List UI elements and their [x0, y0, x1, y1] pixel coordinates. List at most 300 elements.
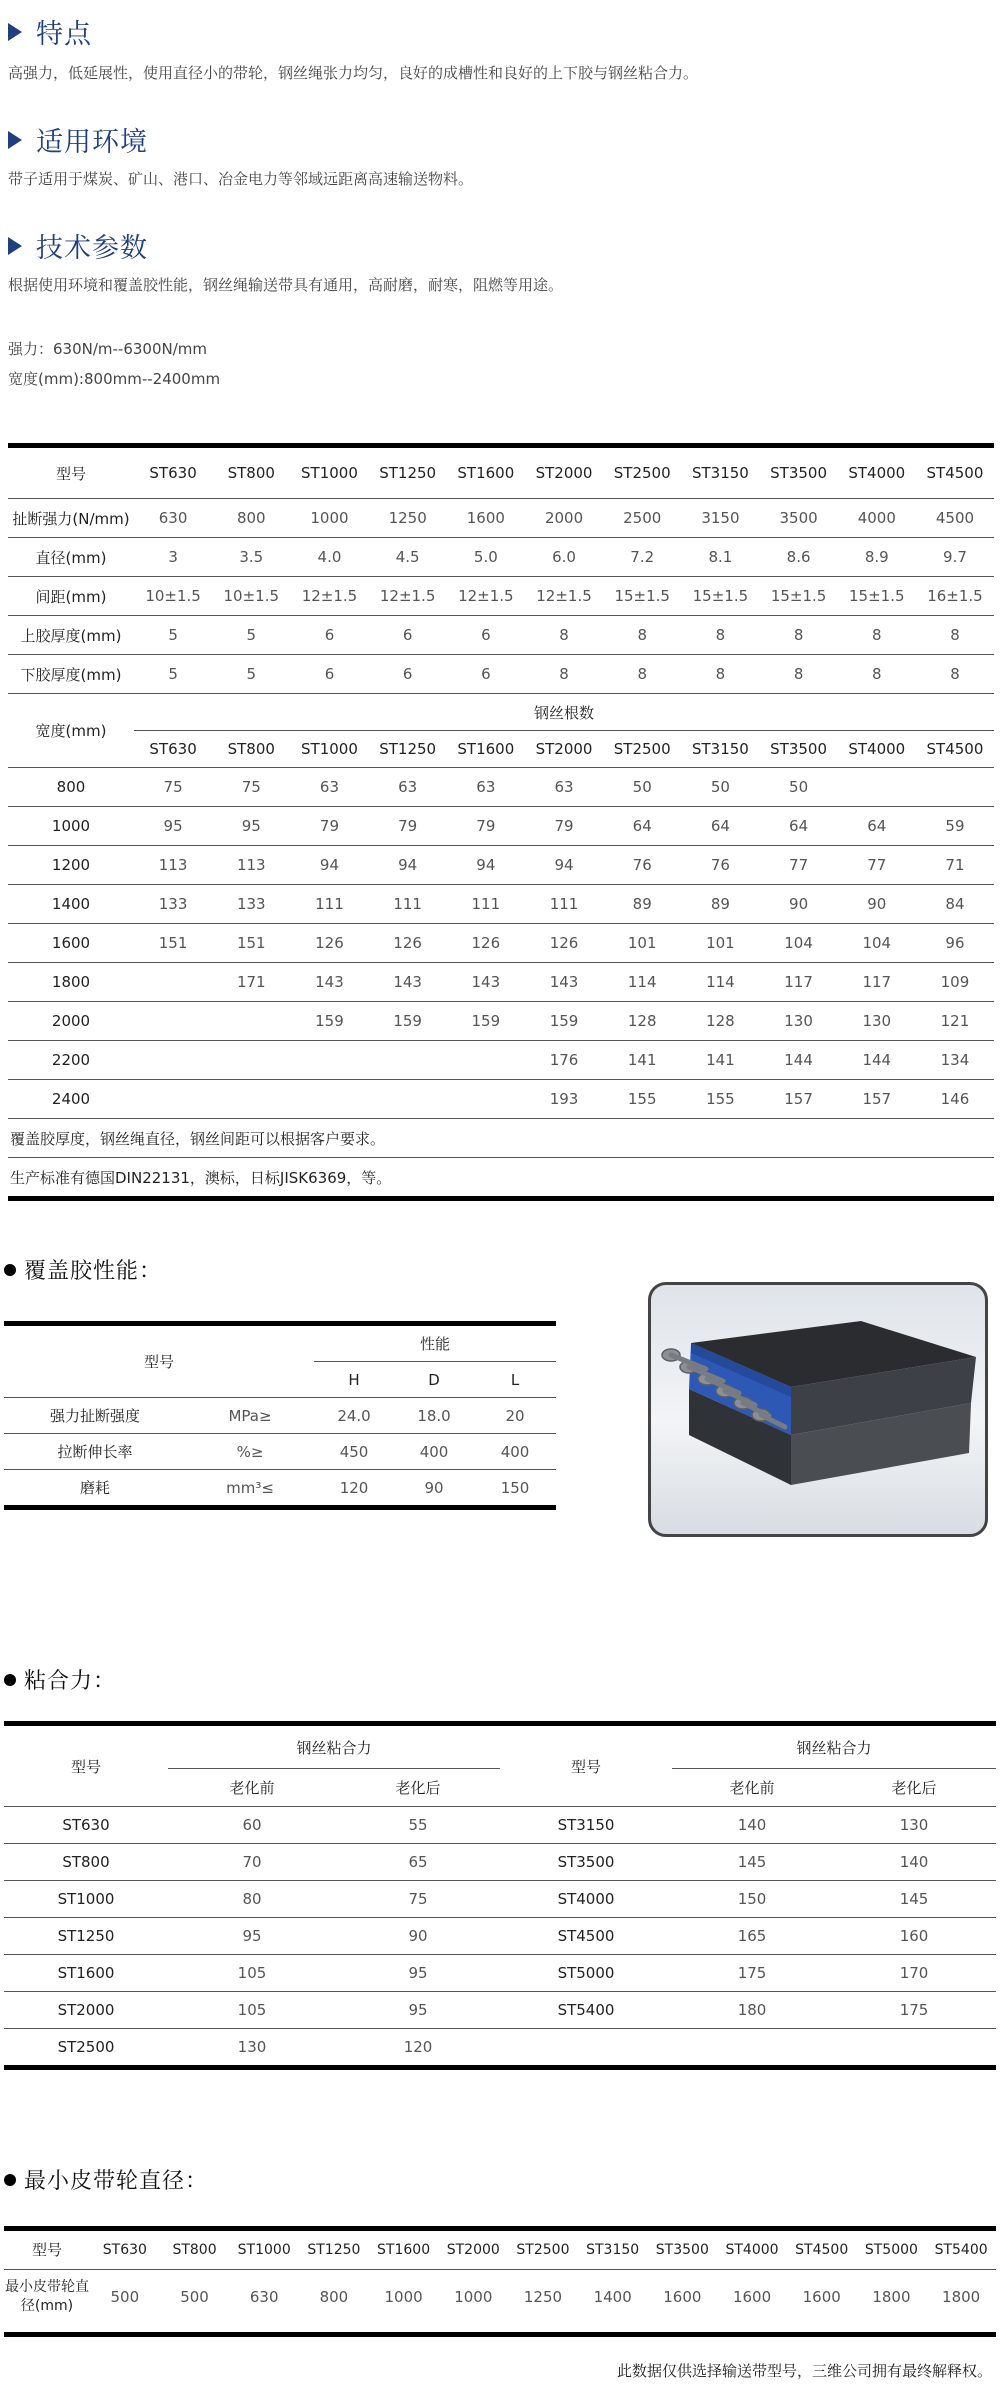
table-row	[8, 577, 994, 616]
value-cell: 120	[314, 1470, 394, 1508]
model-name: ST800	[212, 446, 290, 499]
value-cell: 180	[672, 1992, 832, 2029]
value-cell: 4500	[916, 499, 994, 538]
value-cell: 55	[336, 1807, 500, 1844]
value-cell: 12±1.5	[525, 577, 603, 616]
table-row	[8, 963, 994, 1002]
value-cell: 8.6	[760, 538, 838, 577]
model-name: ST4500	[916, 731, 994, 768]
value-cell: 159	[290, 1002, 368, 1041]
value-cell: 8.9	[838, 538, 916, 577]
value-cell: 101	[681, 924, 759, 963]
value-cell: 50	[760, 768, 838, 807]
value-cell: 113	[212, 846, 290, 885]
table-row	[8, 1080, 994, 1119]
model-name: ST3150	[500, 1807, 672, 1844]
grade-d: D	[394, 1362, 474, 1398]
model-name: ST2500	[603, 731, 681, 768]
table-row	[4, 1918, 996, 1955]
value-cell: 193	[525, 1080, 603, 1119]
value-cell: 121	[916, 1002, 994, 1041]
value-cell: 75	[134, 768, 212, 807]
value-cell	[134, 1002, 212, 1041]
value-cell: 6	[369, 655, 447, 694]
value-cell: 143	[290, 963, 368, 1002]
value-cell: 8.1	[681, 538, 759, 577]
before-aging-header: 老化前	[672, 1769, 832, 1807]
value-cell: 8	[916, 616, 994, 655]
value-cell: 6.0	[525, 538, 603, 577]
features-text: 高强力，低延展性，使用直径小的带轮，钢丝绳张力均匀，良好的成槽性和良好的上下胶与钢丝粘合力。	[8, 64, 699, 82]
value-cell: 150	[474, 1470, 556, 1508]
value-cell: 159	[525, 1002, 603, 1041]
model-name: ST800	[212, 731, 290, 768]
value-cell: 84	[916, 885, 994, 924]
value-cell	[290, 1080, 368, 1119]
value-cell	[134, 963, 212, 1002]
table-row	[8, 1002, 994, 1041]
value-cell: 111	[369, 885, 447, 924]
value-cell: 15±1.5	[681, 577, 759, 616]
value-cell: 59	[916, 807, 994, 846]
adhesion-title: 粘合力：	[24, 1669, 117, 1694]
value-cell: 1000	[384, 2288, 423, 2307]
value-cell: 130	[760, 1002, 838, 1041]
width-value: 2200	[8, 1041, 134, 1080]
value-cell: 155	[681, 1080, 759, 1119]
value-cell: 90	[838, 885, 916, 924]
value-cell	[832, 2029, 996, 2068]
model-name: ST3150	[681, 731, 759, 768]
value-cell: 120	[336, 2029, 500, 2068]
model-name: ST5000	[500, 1955, 672, 1992]
value-cell: 4.0	[290, 538, 368, 577]
bullet-dot-icon	[4, 1674, 16, 1686]
model-name: ST1000	[290, 446, 368, 499]
value-cell: 113	[134, 846, 212, 885]
value-cell: 8	[525, 616, 603, 655]
value-cell: 7.2	[603, 538, 681, 577]
value-cell	[290, 1041, 368, 1080]
value-cell: 8	[760, 655, 838, 694]
width-value: 1200	[8, 846, 134, 885]
value-cell: 12±1.5	[447, 577, 525, 616]
value-cell: 94	[525, 846, 603, 885]
table-row	[4, 1434, 556, 1470]
value-cell: 126	[447, 924, 525, 963]
value-cell: 1250	[369, 499, 447, 538]
width-value: 1000	[8, 807, 134, 846]
table-row	[8, 616, 994, 655]
model-name: ST3500	[760, 731, 838, 768]
value-cell: 157	[838, 1080, 916, 1119]
model-name: ST2000	[438, 2231, 508, 2269]
value-cell: 15±1.5	[760, 577, 838, 616]
model-name: ST4000	[717, 2231, 787, 2269]
adhesion-group-header: 钢丝粘合力	[672, 1726, 996, 1769]
bullet-dot-icon	[4, 1264, 16, 1276]
environment-text: 带子适用于煤炭、矿山、港口、冶金电力等邻域远距离高速输送物料。	[8, 170, 474, 188]
value-cell: 111	[290, 885, 368, 924]
value-cell: 77	[760, 846, 838, 885]
value-cell: 114	[603, 963, 681, 1002]
value-cell: 3500	[760, 499, 838, 538]
table-row	[4, 1398, 556, 1434]
value-cell: 1600	[802, 2288, 841, 2307]
table-row	[4, 1844, 996, 1881]
value-cell: 20	[474, 1398, 556, 1434]
value-cell: 5	[212, 616, 290, 655]
property-name: 拉断伸长率	[4, 1434, 186, 1470]
value-cell: 79	[290, 807, 368, 846]
value-cell: 630	[249, 2288, 279, 2307]
params-text: 根据使用环境和覆盖胶性能，钢丝绳输送带具有通用，高耐磨，耐寒，阻燃等用途。	[8, 276, 564, 294]
value-cell: 128	[603, 1002, 681, 1041]
model-name: ST4500	[787, 2231, 857, 2269]
value-cell: 109	[916, 963, 994, 1002]
value-cell: 8	[525, 655, 603, 694]
table-row	[4, 2269, 996, 2325]
grade-h: H	[314, 1362, 394, 1398]
model-name: ST800	[160, 2231, 230, 2269]
value-cell: 79	[447, 807, 525, 846]
table-row	[8, 768, 994, 807]
value-cell: 800	[319, 2288, 349, 2307]
table-row	[8, 499, 994, 538]
value-cell	[212, 1041, 290, 1080]
value-cell: 159	[447, 1002, 525, 1041]
value-cell: 64	[603, 807, 681, 846]
value-cell	[134, 1080, 212, 1119]
value-cell	[672, 2029, 832, 2068]
table-header-row	[8, 446, 994, 499]
value-cell: 76	[681, 846, 759, 885]
model-name: ST630	[4, 1807, 168, 1844]
value-cell: 151	[134, 924, 212, 963]
value-cell: 1250	[523, 2288, 563, 2307]
table-header-row	[8, 731, 994, 768]
value-cell: 6	[290, 616, 368, 655]
params-heading	[8, 226, 148, 265]
model-name: ST4500	[500, 1918, 672, 1955]
value-cell: 1400	[593, 2288, 632, 2307]
model-name: ST3150	[578, 2231, 648, 2269]
property-name: 磨耗	[4, 1470, 186, 1508]
value-cell: 15±1.5	[603, 577, 681, 616]
table-row	[8, 924, 994, 963]
model-name: ST5400	[500, 1992, 672, 2029]
table-row	[4, 1992, 996, 2029]
value-cell	[212, 1002, 290, 1041]
model-name: ST5400	[926, 2231, 996, 2269]
value-cell: 143	[525, 963, 603, 1002]
value-cell: 3.5	[212, 538, 290, 577]
value-cell: 6	[447, 655, 525, 694]
value-cell: 133	[134, 885, 212, 924]
value-cell: 145	[832, 1881, 996, 1918]
value-cell: 111	[525, 885, 603, 924]
model-name: ST1000	[290, 731, 368, 768]
model-name: ST1250	[369, 446, 447, 499]
value-cell: 140	[832, 1844, 996, 1881]
value-cell: 126	[290, 924, 368, 963]
value-cell: 1600	[732, 2288, 772, 2307]
value-cell: 150	[672, 1881, 832, 1918]
value-cell: 170	[832, 1955, 996, 1992]
before-aging-header: 老化前	[168, 1769, 336, 1807]
value-cell: 155	[603, 1080, 681, 1119]
value-cell: 144	[760, 1041, 838, 1080]
cover-perf-header: 性能	[314, 1326, 556, 1362]
value-cell	[134, 1041, 212, 1080]
value-cell: 24.0	[314, 1398, 394, 1434]
width-value: 1400	[8, 885, 134, 924]
model-name: ST630	[90, 2231, 160, 2269]
table-row	[8, 1041, 994, 1080]
model-header: 型号	[500, 1726, 672, 1807]
value-cell: 1600	[447, 499, 525, 538]
model-name: ST5000	[857, 2231, 927, 2269]
environment-title: 适用环境	[36, 127, 148, 158]
note-row	[8, 1158, 994, 1199]
value-cell: 630	[134, 499, 212, 538]
footer-disclaimer: 此数据仅供选择输送带型号，三维公司拥有最终解释权。	[616, 2362, 992, 2380]
value-cell: 79	[525, 807, 603, 846]
value-cell: 105	[168, 1955, 336, 1992]
value-cell: 94	[290, 846, 368, 885]
value-cell: 126	[525, 924, 603, 963]
strength-range: 强力：630N/m--6300N/mm	[8, 340, 208, 358]
value-cell: 6	[447, 616, 525, 655]
value-cell: 5	[134, 655, 212, 694]
table-header-row	[8, 694, 994, 731]
belt-illustration-svg	[651, 1285, 985, 1534]
model-name: ST2000	[525, 731, 603, 768]
value-cell: 96	[916, 924, 994, 963]
bullet-dot-icon	[4, 2174, 16, 2186]
value-cell: 128	[681, 1002, 759, 1041]
model-header: 型号	[8, 446, 134, 499]
value-cell: 2000	[525, 499, 603, 538]
value-cell: 64	[760, 807, 838, 846]
width-value: 1800	[8, 963, 134, 1002]
table-row	[8, 807, 994, 846]
property-name: 强力扯断强度	[4, 1398, 186, 1434]
value-cell: 5	[212, 655, 290, 694]
value-cell: 75	[212, 768, 290, 807]
value-cell	[447, 1080, 525, 1119]
value-cell: 1800	[942, 2288, 981, 2307]
value-cell	[369, 1080, 447, 1119]
value-cell: 133	[212, 885, 290, 924]
value-cell: 63	[447, 768, 525, 807]
model-name: ST1600	[4, 1955, 168, 1992]
value-cell: 10±1.5	[212, 577, 290, 616]
value-cell: 15±1.5	[838, 577, 916, 616]
pulley-title: 最小皮带轮直径：	[24, 2169, 209, 2194]
value-cell: 800	[212, 499, 290, 538]
model-name: ST1600	[447, 446, 525, 499]
cover-title: 覆盖胶性能：	[24, 1259, 163, 1284]
value-cell: 176	[525, 1041, 603, 1080]
value-cell: 141	[681, 1041, 759, 1080]
environment-heading	[8, 120, 148, 159]
width-value: 800	[8, 768, 134, 807]
width-header: 宽度(mm)	[8, 694, 134, 768]
model-name: ST1250	[369, 731, 447, 768]
value-cell: 175	[672, 1955, 832, 1992]
value-cell: 2500	[603, 499, 681, 538]
value-cell: 77	[838, 846, 916, 885]
value-cell: 63	[525, 768, 603, 807]
model-name: ST4500	[916, 446, 994, 499]
value-cell: 64	[681, 807, 759, 846]
value-cell: 160	[832, 1918, 996, 1955]
row-label: 直径(mm)	[8, 538, 134, 577]
table-row	[4, 1881, 996, 1918]
value-cell: 90	[336, 1918, 500, 1955]
value-cell: 143	[447, 963, 525, 1002]
value-cell: 10±1.5	[134, 577, 212, 616]
value-cell: 6	[290, 655, 368, 694]
value-cell: 117	[760, 963, 838, 1002]
value-cell: 130	[838, 1002, 916, 1041]
value-cell: 130	[832, 1807, 996, 1844]
cover-heading	[4, 1254, 162, 1285]
model-header: 型号	[4, 1726, 168, 1807]
params-title: 技术参数	[36, 233, 148, 264]
pulley-bottom-rule	[4, 2332, 996, 2337]
value-cell: 3150	[681, 499, 759, 538]
value-cell: 8	[760, 616, 838, 655]
property-unit: MPa≥	[186, 1398, 314, 1434]
value-cell: 4000	[838, 499, 916, 538]
value-cell: 5	[134, 616, 212, 655]
value-cell: 145	[672, 1844, 832, 1881]
value-cell: 80	[168, 1881, 336, 1918]
model-name: ST3150	[681, 446, 759, 499]
table-row	[8, 538, 994, 577]
value-cell: 134	[916, 1041, 994, 1080]
value-cell: 165	[672, 1918, 832, 1955]
cover-property-table	[4, 1326, 556, 1510]
value-cell: 400	[474, 1434, 556, 1470]
row-label: 扯断强力(N/mm)	[8, 499, 134, 538]
value-cell	[916, 768, 994, 807]
table-row	[4, 1807, 996, 1844]
value-cell: 79	[369, 807, 447, 846]
model-name: ST630	[134, 731, 212, 768]
model-name: ST3500	[500, 1844, 672, 1881]
adhesion-heading	[4, 1664, 116, 1695]
model-name: ST2000	[525, 446, 603, 499]
triangle-bullet-icon	[8, 237, 22, 255]
model-name: ST4000	[838, 731, 916, 768]
value-cell: 144	[838, 1041, 916, 1080]
after-aging-header: 老化后	[336, 1769, 500, 1807]
note-row	[8, 1119, 994, 1158]
value-cell: 130	[168, 2029, 336, 2068]
value-cell: 105	[168, 1992, 336, 2029]
value-cell: 500	[180, 2288, 209, 2307]
value-cell: 8	[681, 616, 759, 655]
table-row	[4, 2029, 996, 2068]
value-cell: 1600	[663, 2288, 702, 2307]
triangle-bullet-icon	[8, 23, 22, 41]
value-cell: 89	[603, 885, 681, 924]
model-name: ST2500	[508, 2231, 578, 2269]
table-row	[8, 655, 994, 694]
features-title: 特点	[36, 19, 92, 50]
value-cell: 157	[760, 1080, 838, 1119]
value-cell: 90	[394, 1470, 474, 1508]
value-cell: 63	[369, 768, 447, 807]
note-customizable: 覆盖胶厚度，钢丝绳直径，钢丝间距可以根据客户要求。	[8, 1119, 994, 1158]
model-name: ST2500	[603, 446, 681, 499]
pulley-table	[4, 2231, 996, 2325]
value-cell: 9.7	[916, 538, 994, 577]
model-name: ST1000	[4, 1881, 168, 1918]
model-name: ST1600	[447, 731, 525, 768]
value-cell: 63	[290, 768, 368, 807]
value-cell: 146	[916, 1080, 994, 1119]
value-cell	[447, 1041, 525, 1080]
cover-model-header: 型号	[4, 1326, 314, 1398]
value-cell: 5.0	[447, 538, 525, 577]
value-cell: 64	[838, 807, 916, 846]
model-name: ST4000	[838, 446, 916, 499]
value-cell: 95	[336, 1955, 500, 1992]
value-cell: 8	[603, 655, 681, 694]
value-cell: 1000	[454, 2288, 493, 2307]
model-name: ST630	[134, 446, 212, 499]
value-cell: 50	[603, 768, 681, 807]
value-cell: 111	[447, 885, 525, 924]
value-cell: 12±1.5	[290, 577, 368, 616]
value-cell: 95	[212, 807, 290, 846]
value-cell: 126	[369, 924, 447, 963]
value-cell	[838, 768, 916, 807]
value-cell: 8	[681, 655, 759, 694]
model-name: ST2000	[4, 1992, 168, 2029]
value-cell: 70	[168, 1844, 336, 1881]
value-cell: 151	[212, 924, 290, 963]
value-cell: 117	[838, 963, 916, 1002]
model-name	[500, 2029, 672, 2068]
table-row	[4, 1470, 556, 1508]
table-row	[8, 885, 994, 924]
value-cell	[369, 1041, 447, 1080]
row-label: 下胶厚度(mm)	[8, 655, 134, 694]
value-cell: 95	[336, 1992, 500, 2029]
value-cell: 159	[369, 1002, 447, 1041]
value-cell: 101	[603, 924, 681, 963]
value-cell: 114	[681, 963, 759, 1002]
model-name: ST3500	[760, 446, 838, 499]
value-cell: 8	[838, 655, 916, 694]
value-cell: 3	[134, 538, 212, 577]
value-cell: 89	[681, 885, 759, 924]
width-value: 2400	[8, 1080, 134, 1119]
model-name: ST4000	[500, 1881, 672, 1918]
value-cell: 4.5	[369, 538, 447, 577]
value-cell: 1000	[290, 499, 368, 538]
value-cell: 141	[603, 1041, 681, 1080]
value-cell: 50	[681, 768, 759, 807]
value-cell: 171	[212, 963, 290, 1002]
table-row	[4, 1955, 996, 1992]
value-cell: 8	[603, 616, 681, 655]
